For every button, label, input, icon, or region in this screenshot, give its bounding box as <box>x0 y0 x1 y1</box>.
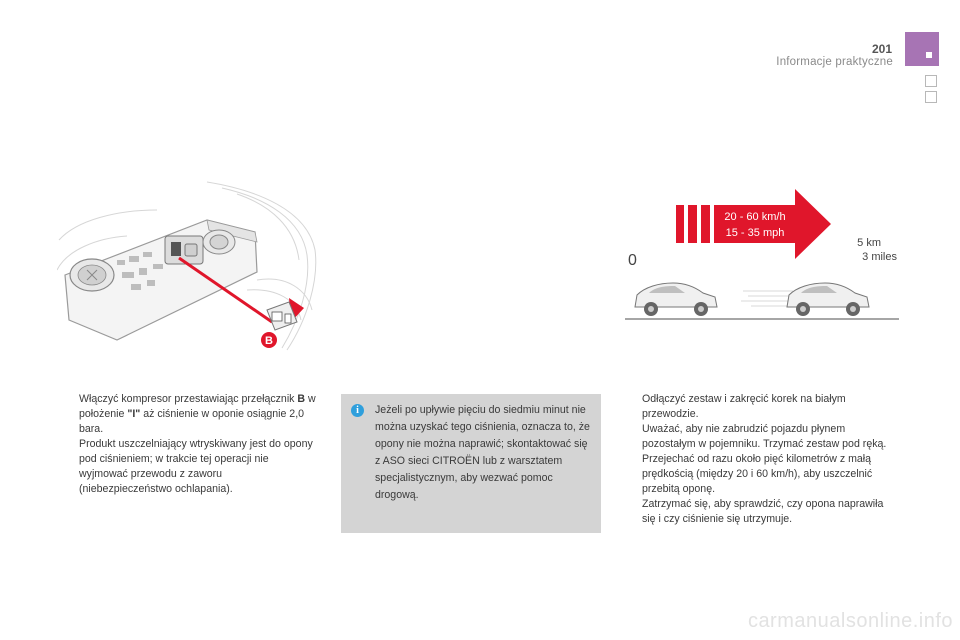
speed-kmh-label: 20 - 60 km/h <box>724 211 786 223</box>
instruction-note: Uważać, aby nie zabrudzić pojazdu płynem pozostałym w pojemniku. Trzymać zestaw pod ręką. <box>642 423 887 450</box>
chapter-tab[interactable] <box>925 75 937 87</box>
instruction-text: Zatrzymać się, aby sprawdzić, czy opona naprawiła się i czy ciśnienie się utrzymuje. <box>642 498 884 525</box>
instruction-note: Produkt uszczelniający wtryskiwany jest do opony pod ciśnieniem; w trakcie tej operacji nie wyjmować przewodu z zaworu (niebezpieczeństwo ochlapania). <box>79 438 313 495</box>
left-column <box>60 392 318 497</box>
instruction-text: aż ciśnienie w oponie osiągnie 2,0 bara. <box>79 408 305 435</box>
chapter-tab[interactable] <box>925 91 937 103</box>
instruction-text: w położenie <box>79 393 316 420</box>
right-column <box>623 392 891 527</box>
drive-diagram <box>623 183 901 325</box>
distance-miles-label: 3 miles <box>862 251 897 263</box>
car-end-icon <box>787 283 869 316</box>
switch-b-ref: B <box>297 393 306 405</box>
page-number: 201 <box>871 42 892 56</box>
info-text: Jeżeli po upływie pięciu do siedmiu minut nie można uzyskać tego ciśnienia, oznacza to, że opony nie można naprawić; skontaktować się z ASO sieci CITROËN lub z warsztatem specjalistycznym, aby wezwać pomoc drogową. <box>375 404 590 501</box>
info-box <box>341 394 601 533</box>
callout-b-label: B <box>265 335 273 347</box>
distance-km-label: 5 km <box>857 237 881 249</box>
instruction-text: Włączyć kompresor przestawiając przełącznik <box>79 393 298 405</box>
section-title: Informacje praktyczne <box>776 56 893 68</box>
position-i-ref: "I" <box>127 408 141 420</box>
speed-mph-label: 15 - 35 mph <box>725 227 785 239</box>
car-start-icon <box>635 283 717 316</box>
start-label: 0 <box>628 252 637 269</box>
chapter-tab-dot <box>926 52 932 58</box>
compressor-illustration <box>57 180 319 356</box>
instruction-item <box>623 392 891 452</box>
instruction-item <box>623 497 891 527</box>
instruction-text: Odłączyć zestaw i zakręcić korek na białym przewodzie. <box>642 393 846 420</box>
info-icon-glyph: i <box>356 405 359 416</box>
chapter-tab-active[interactable] <box>905 32 939 66</box>
info-icon <box>351 404 364 417</box>
instruction-item <box>60 392 318 497</box>
instruction-text: Przejechać od razu około pięć kilometrów z małą prędkością (między 20 i 60 km/h), aby uszczelnić przebitą oponę. <box>642 453 873 495</box>
watermark: carmanualsonline.info <box>747 610 953 632</box>
instruction-item <box>623 452 891 497</box>
